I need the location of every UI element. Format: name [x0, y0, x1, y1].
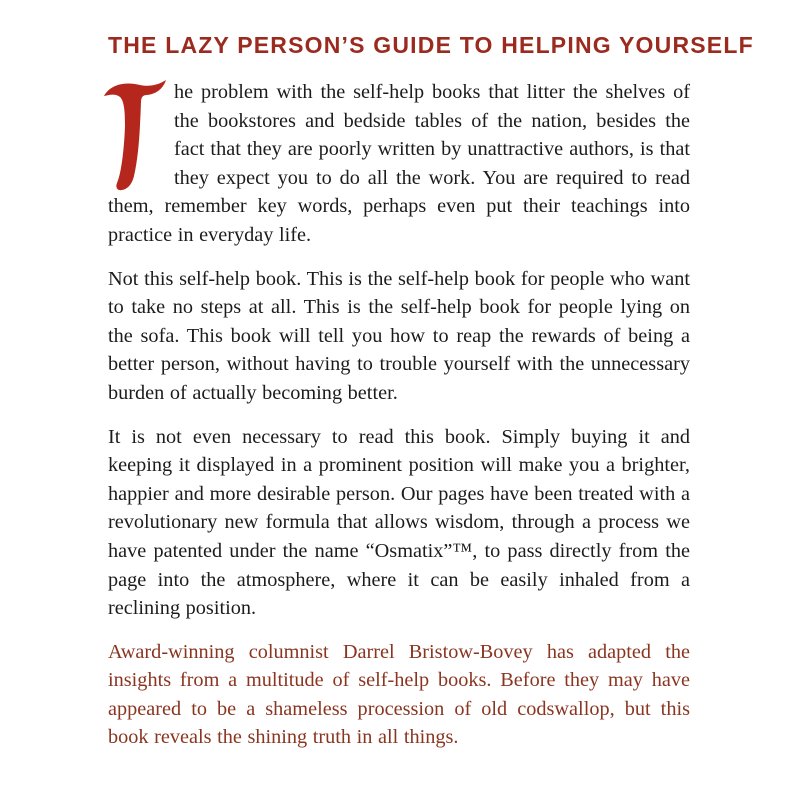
drop-cap-t-icon: [100, 80, 168, 192]
paragraph-intro-text: he problem with the self-help books that litter the shelves of the bookstores and bedside tables of the nation, besides the fact that they are poorly written by unattractive authors, is that they expect you to do all the work. You are required to read them, remember key words, perhaps even put their teachings into practice in everyday life.: [108, 81, 690, 246]
paragraph-intro: [108, 78, 690, 250]
paragraph-author-blurb: Award-winning columnist Darrel Bristow-Bovey has adapted the insights from a multitude of self-help books. Before they may have appeared to be a shameless procession of old codswallop, but this book reveals the shining truth in all things.: [108, 640, 690, 749]
drop-cap: [100, 80, 168, 192]
book-page: [108, 28, 754, 752]
book-title: THE LAZY PERSON’S GUIDE TO HELPING YOURSELF: [108, 32, 754, 58]
paragraph-no-steps: Not this self-help book. This is the self-help book for people who want to take no steps at all. This is the self-help book for people lying on the sofa. This book will tell you how to reap the rewards of being a better person, without having to trouble yourself with the unnecessary burden of actually becoming better.: [108, 267, 690, 404]
paragraph-osmatix: It is not even necessary to read this book. Simply buying it and keeping it displayed in a prominent position will make you a brighter, happier and more desirable person. Our pages have been treated with a revolutionary new formula that allows wisdom, through a process we have patented under the name “Osmatix”™, to pass directly from the page into the atmosphere, where it can be easily inhaled from a reclining position.: [108, 425, 690, 620]
